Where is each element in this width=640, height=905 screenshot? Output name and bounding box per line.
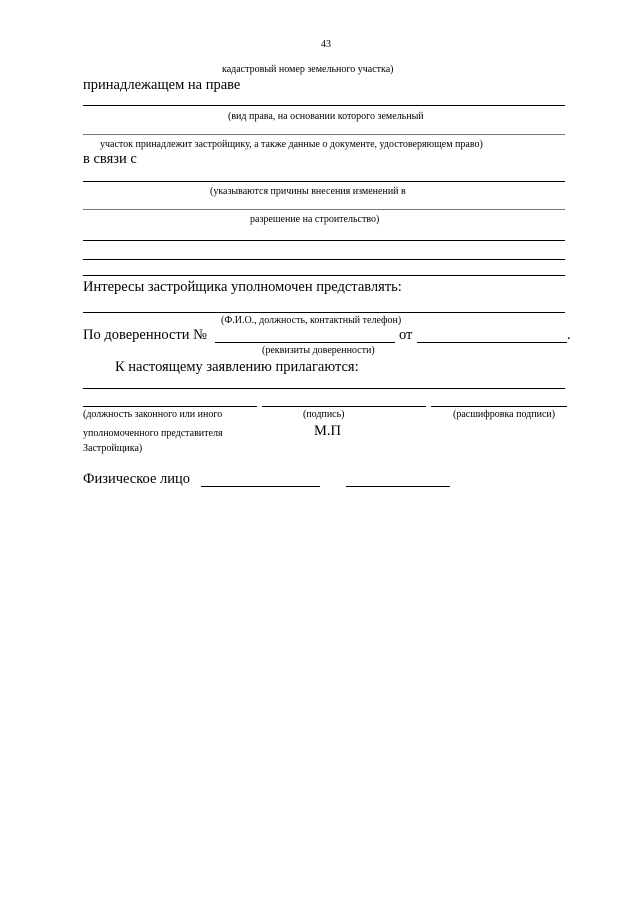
sig-decode-line xyxy=(431,406,567,407)
reason-line xyxy=(83,181,565,182)
poa-caption: (реквизиты доверенности) xyxy=(262,345,375,356)
sig-decode-caption: (расшифровка подписи) xyxy=(453,409,556,420)
reason-label: в связи с xyxy=(83,151,137,167)
right-caption-1: (вид права, на основании которого земельный xyxy=(228,111,424,122)
sig-position-caption-1: (должность законного или иного xyxy=(83,409,223,420)
individual-label: Физическое лицо xyxy=(83,471,191,487)
cadastral-caption: кадастровый номер земельного участка) xyxy=(222,64,394,75)
attached-label: К настоящему заявлению прилагаются: xyxy=(115,359,359,375)
blank-line-2 xyxy=(83,259,565,260)
poa-date-line xyxy=(417,342,567,343)
representative-label: Интересы застройщика уполномочен представлять: xyxy=(83,279,402,295)
page-number: 43 xyxy=(321,39,331,50)
representative-line xyxy=(83,312,565,313)
reason-caption-2: разрешение на строительство) xyxy=(250,214,380,225)
poa-number-line xyxy=(215,342,395,343)
sig-signature-caption: (подпись) xyxy=(303,409,345,420)
right-caption-2: участок принадлежит застройщику, а также данные о документе, удостоверяющем право) xyxy=(100,139,483,150)
sig-position-caption-2: уполномоченного представителя xyxy=(83,428,223,439)
poa-from: от xyxy=(399,327,413,343)
sig-signature-line xyxy=(262,406,426,407)
blank-line-3 xyxy=(83,275,565,276)
stamp-label: М.П xyxy=(314,423,341,439)
reason-caption-1: (указываются причины внесения изменений в xyxy=(210,186,406,197)
blank-line-1 xyxy=(83,240,565,241)
reason-line-2 xyxy=(83,209,565,210)
individual-line-2 xyxy=(346,486,450,487)
sig-position-caption-3: Застройщика) xyxy=(83,443,143,454)
right-doc-line xyxy=(83,134,565,135)
attached-line xyxy=(83,388,565,389)
poa-label: По доверенности № xyxy=(83,327,207,343)
belonging-label: принадлежащем на праве xyxy=(83,77,241,93)
sig-position-line xyxy=(83,406,257,407)
right-type-line xyxy=(83,105,565,106)
individual-line-1 xyxy=(201,486,320,487)
poa-dot: . xyxy=(567,327,571,343)
representative-caption: (Ф.И.О., должность, контактный телефон) xyxy=(221,315,402,326)
